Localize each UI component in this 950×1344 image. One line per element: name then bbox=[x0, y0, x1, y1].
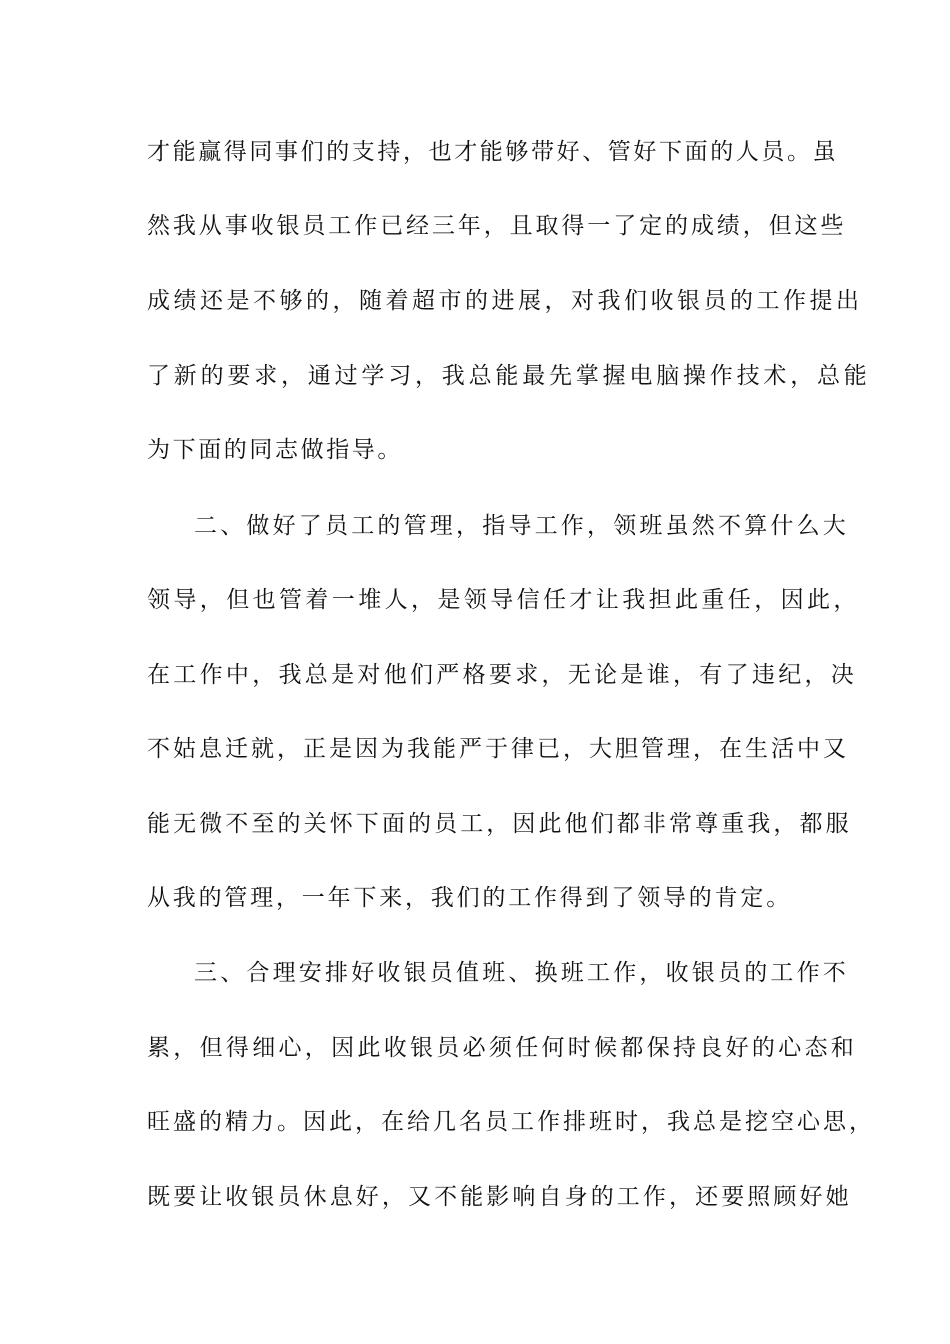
text-line-4: 了新的要求，通过学习，我总能最先掌握电脑操作技术，总能 bbox=[147, 363, 871, 389]
text-line-9: 不姑息迁就，正是因为我能严于律已，大胆管理，在生活中又 bbox=[147, 736, 849, 762]
text-line-7: 领导，但也管着一堆人，是领导信任才让我担此重任，因此， bbox=[147, 587, 860, 613]
text-line-5: 为下面的同志做指导。 bbox=[147, 437, 403, 463]
text-line-1: 才能赢得同事们的支持，也才能够带好、管好下面的人员。虽 bbox=[147, 139, 839, 165]
text-line-3: 成绩还是不够的，随着超市的进展，对我们收银员的工作提出 bbox=[147, 288, 863, 314]
text-line-10: 能无微不至的关怀下面的员工，因此他们都非常尊重我，都服 bbox=[147, 811, 852, 837]
text-line-15: 既要让收银员休息好，又不能影响自身的工作，还要照顾好她 bbox=[147, 1184, 852, 1210]
text-line-2: 然我从事收银员工作已经三年，且取得一了定的成绩，但这些 bbox=[147, 213, 847, 239]
paragraph-3-start: 三、合理安排好收银员值班、换班工作，收银员的工作不 bbox=[194, 960, 849, 986]
text-line-14: 旺盛的精力。因此，在给几名员工作排班时，我总是挖空心思， bbox=[147, 1109, 875, 1135]
text-line-8: 在工作中，我总是对他们严格要求，无论是谁，有了违纪，决 bbox=[147, 662, 858, 688]
text-line-13: 累，但得细心，因此收银员必须任何时候都保持良好的心态和 bbox=[147, 1035, 858, 1061]
text-line-11: 从我的管理，一年下来，我们的工作得到了领导的肯定。 bbox=[147, 885, 792, 911]
paragraph-2-start: 二、做好了员工的管理，指导工作，领班虽然不算什么大 bbox=[194, 513, 849, 539]
